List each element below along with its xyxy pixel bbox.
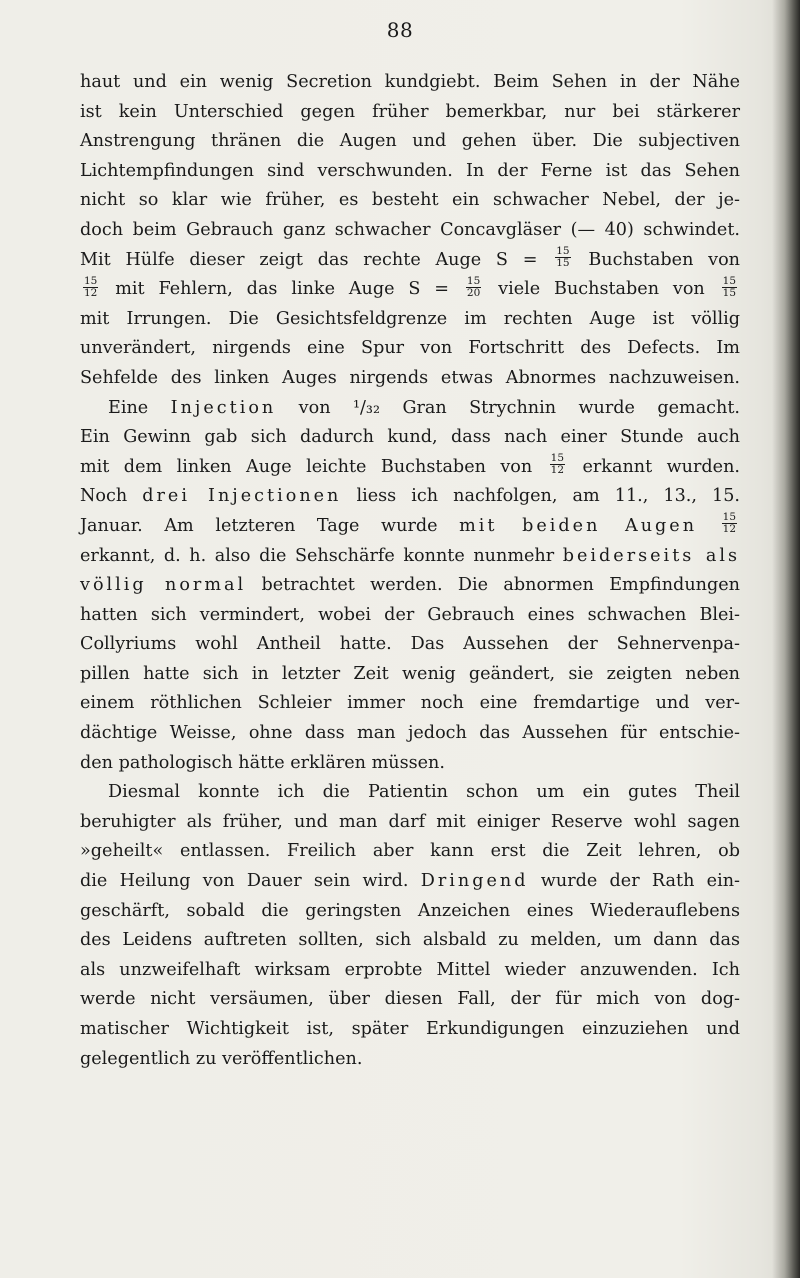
text-line: des Leidens auftreten sollten, sich alsbald zu melden, um dann das [80,930,740,951]
fraction-numerator: 15 [722,511,737,524]
fraction-denominator: 12 [84,286,98,299]
text-line: Ein Gewinn gab sich dadurch kund, dass nach einer Stunde auch [80,427,740,448]
text-line [80,571,740,601]
text-line: hatten sich vermindert, wobei der Gebrauch eines schwachen Blei- [80,604,740,625]
text-line: doch beim Gebrauch ganz schwacher Concavgläser (— 40) schwindet. [80,219,740,240]
page-edge-shadow [772,0,800,1278]
text-line [80,512,740,542]
text-segment: von [298,397,331,418]
text-segment: Noch [80,486,128,507]
text-line: einem röthlichen Schleier immer noch eine fremdartige und ver- [80,693,740,714]
text-line: nicht so klar wie früher, es besteht ein schwacher Nebel, der je- [80,190,740,211]
fraction [466,276,481,299]
text-line: Collyriums wohl Antheil hatte. Das Aussehen der Sehnervenpa- [80,634,740,655]
text-line: unverändert, nirgends eine Spur von Fortschritt des Defects. Im [80,338,740,359]
text-segment: Mit Hülfe dieser zeigt das rechte Auge S = [80,249,538,270]
text-segment: wurde der Rath ein- [540,871,740,892]
text-line: werde nicht versäumen, über diesen Fall, der für mich von dog- [80,989,740,1010]
spaced-text: mit beiden Augen [459,515,698,536]
text-line: den pathologisch hätte erklären müssen. [80,752,445,773]
fraction-numerator: 15 [556,245,570,258]
text-line [80,275,740,305]
text-line: beruhigter als früher, und man darf mit einiger Reserve wohl sagen [80,811,740,832]
text-segment: mit Fehlern, das linke Auge S = [115,279,450,300]
text-line: pillen hatte sich in letzter Zeit wenig geändert, sie zeigten neben [80,663,740,684]
text-segment: viele Buchstaben von [498,279,705,300]
text-segment: Eine [108,397,149,418]
fraction [555,246,570,269]
body-text [80,68,740,1074]
fraction-denominator: 15 [556,257,570,270]
text-line: »geheilt« entlassen. Freilich aber kann erst die Zeit lehren, ob [80,841,740,862]
text-segment: die Heilung von Dauer sein wird. [80,871,409,892]
text-line: matischer Wichtigkeit ist, später Erkundigungen einzuziehen und [80,1019,740,1039]
text-segment: Buchstaben von [588,249,741,270]
text-line [80,453,740,483]
text-line: Anstrengung thränen die Augen und gehen über. Die subjectiven [80,131,740,152]
text-line: geschärft, sobald die geringsten Anzeichen eines Wiederauflebens [80,900,740,921]
fraction [550,453,565,476]
text-segment: erkannt wurden. [582,456,741,477]
fraction-numerator: 15 [84,274,98,287]
fraction [83,276,98,299]
text-segment: mit dem linken Auge leichte Buchstaben von [80,456,533,477]
spaced-text: Dringend [420,871,529,892]
text-line: ist kein Unterschied gegen früher bemerkbar, nur bei stärkerer [80,101,740,122]
fraction-denominator: 20 [466,286,481,299]
text-line: Lichtempfindungen sind verschwunden. In der Ferne ist das Sehen [80,160,740,181]
spaced-text: beiderseits als [562,545,741,566]
text-segment: Januar. Am letzteren Tage wurde [80,515,438,536]
fraction [722,276,737,299]
text-line [80,394,740,424]
text-line: als unzweifelhaft wirksam erprobte Mittel wieder anzuwenden. Ich [80,959,740,980]
fraction-denominator: 12 [550,464,565,477]
text-line [80,246,740,276]
text-line: Sehfelde des linken Auges nirgends etwas Abnormes nachzuweisen. [80,367,740,388]
text-line [80,482,740,512]
spaced-text: Injection [170,397,277,418]
fraction-numerator: 15 [722,274,737,287]
fraction-denominator: 12 [722,523,737,536]
spaced-text: völlig normal [80,575,247,596]
spaced-text: drei Injectionen [142,486,342,507]
text-segment: Gran Strychnin wurde gemacht. [402,397,741,418]
fraction-numerator: 15 [466,274,481,287]
text-segment: betrachtet werden. Die abnormen Empfindungen [261,575,740,596]
page-number: 88 [386,18,414,42]
text-segment: erkannt, d. h. also die Sehschärfe konnte nunmehr [80,545,555,566]
text-line: Diesmal konnte ich die Patientin schon um ein gutes Theil [108,782,740,803]
text-line: dächtige Weisse, ohne dass man jedoch das Aussehen für entschie- [80,723,740,744]
text-line [80,867,740,897]
fraction-denominator: 15 [722,286,737,299]
text-line: mit Irrungen. Die Gesichtsfeldgrenze im rechten Auge ist völlig [80,308,740,329]
text-line: gelegentlich zu veröffentlichen. [80,1048,363,1069]
fraction [722,512,737,535]
fraction-numerator: 15 [550,452,565,465]
inline-fraction: ¹/₃₂ [352,397,381,418]
text-line [80,542,740,572]
text-line: haut und ein wenig Secretion kundgiebt. Beim Sehen in der Nähe [80,72,740,92]
text-segment: liess ich nachfolgen, am 11., 13., 15. [356,486,741,507]
